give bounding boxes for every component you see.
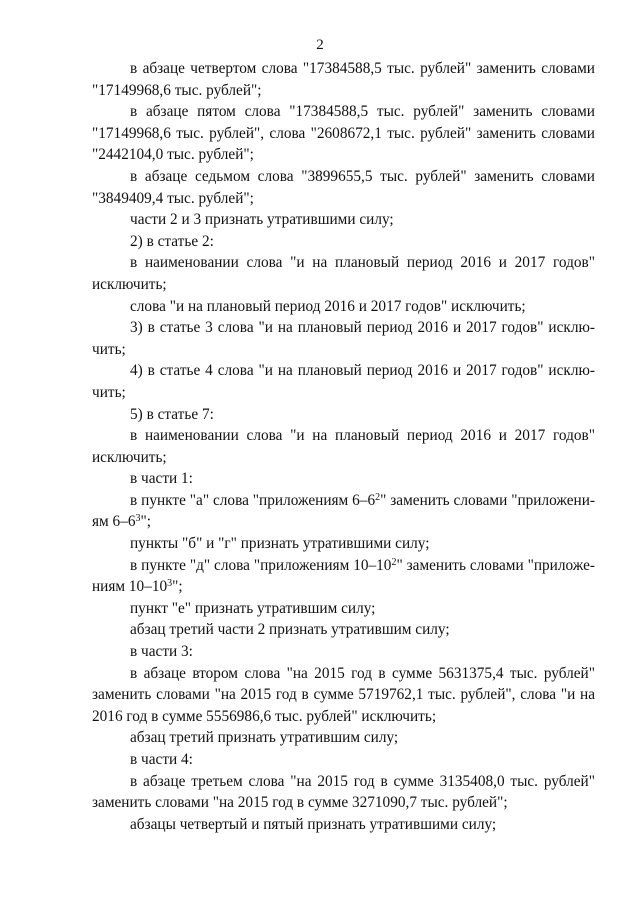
paragraph-text: "; bbox=[172, 578, 183, 596]
paragraph-text: в пункте "а" слова "приложениям 6–6 bbox=[130, 491, 376, 509]
paragraph: в части 1: bbox=[130, 470, 193, 488]
paragraph-text: в пункте "д" слова "приложениям 10–10 bbox=[130, 556, 392, 574]
paragraph: пункт "е" признать утратившим силу; bbox=[130, 599, 376, 617]
paragraph: абзац третий признать утратившим силу; bbox=[130, 729, 399, 747]
paragraph: в абзаце втором слова "на 2015 год в сумме 5631375,4 тыс. рублей" заменить словами "на 2015 год в сумме 5719762,1 тыс. рублей", слова "и на 2016 год в сумме 5556986,6 тыс. рублей" исключить; bbox=[92, 664, 595, 725]
superscript: 3 bbox=[135, 513, 141, 525]
paragraph bbox=[92, 490, 595, 533]
paragraph: в абзаце четвертом слова "17384588,5 тыс. рублей" заменить словами "17149968,6 тыс. рублей"; bbox=[92, 60, 595, 99]
paragraph: в абзаце седьмом слова "3899655,5 тыс. рублей" заменить словами "3849409,4 тыс. рублей"; bbox=[92, 167, 595, 207]
paragraph: в части 3: bbox=[130, 643, 193, 661]
paragraph: 4) в статье 4 слова "и на плановый период 2016 и 2017 годов" исклю-чить; bbox=[92, 362, 595, 401]
paragraph: абзац третий части 2 признать утратившим силу; bbox=[130, 621, 450, 639]
paragraph: в части 4: bbox=[130, 751, 193, 768]
paragraph: в абзаце пятом слова "17384588,5 тыс. рублей" заменить словами "17149968,6 тыс. рублей", слова "2608672,1 тыс. рублей" заменить словами "2442104,0 тыс. рублей"; bbox=[92, 103, 595, 164]
document-body bbox=[92, 58, 595, 835]
paragraph: в наименовании слова "и на плановый период 2016 и 2017 годов" исключить; bbox=[92, 254, 595, 293]
paragraph: слова "и на плановый период 2016 и 2017 годов" исключить; bbox=[130, 297, 526, 315]
paragraph: абзацы четвертый и пятый признать утратившими силу; bbox=[130, 815, 497, 833]
paragraph: части 2 и 3 признать утратившими силу; bbox=[130, 211, 394, 229]
paragraph: 3) в статье 3 слова "и на плановый период 2016 и 2017 годов" исклю-чить; bbox=[92, 319, 595, 358]
paragraph bbox=[92, 555, 595, 598]
page-number: 2 bbox=[316, 37, 324, 53]
paragraph: 2) в статье 2: bbox=[130, 232, 214, 250]
paragraph: в абзаце третьем слова "на 2015 год в сумме 3135408,0 тыс. рублей" заменить словами "на 2015 год в сумме 3271090,7 тыс. рублей"; bbox=[92, 772, 595, 812]
paragraph: пункты "б" и "г" признать утратившими силу; bbox=[130, 535, 430, 553]
paragraph: в наименовании слова "и на плановый период 2016 и 2017 годов" исключить; bbox=[92, 427, 595, 466]
paragraph: 5) в статье 7: bbox=[130, 405, 214, 423]
paragraph-text: " заменить словами "приложени-ям 6–6 bbox=[92, 491, 595, 531]
superscript: 2 bbox=[391, 556, 397, 568]
paragraph-text: " заменить словами "приложе-ниям 10–10 bbox=[92, 556, 595, 596]
paragraph-text: "; bbox=[140, 513, 151, 531]
superscript: 3 bbox=[167, 578, 173, 590]
superscript: 2 bbox=[375, 491, 381, 503]
